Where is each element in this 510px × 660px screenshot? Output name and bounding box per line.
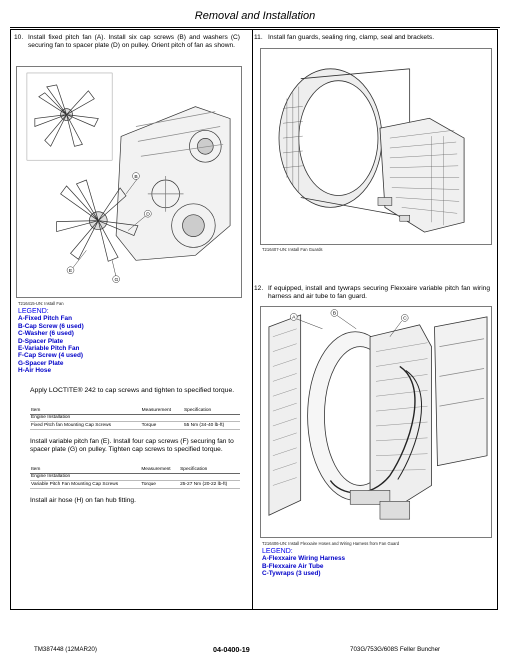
- legend-item: F-Cap Screw (4 used): [18, 352, 83, 360]
- legend-item: A-Fixed Pitch Fan: [18, 315, 72, 323]
- figure-flexxaire-hoses: [260, 306, 492, 538]
- table-header: Measurement: [141, 407, 183, 414]
- step-10-number: 10.: [14, 34, 24, 41]
- table-header: Item: [30, 407, 141, 414]
- step-10: [14, 34, 240, 50]
- step-11: [254, 34, 490, 42]
- footer-page-number: 04-0400-19: [213, 645, 250, 654]
- table-cell: 55 Nm (34-40 lb-ft): [183, 422, 240, 430]
- callout-a: A: [292, 315, 296, 321]
- figure-2-caption: T216407-UN: Install Fan Guards: [262, 247, 323, 252]
- table-header: Item: [30, 466, 140, 473]
- step-12-text: If equipped, install and tywraps securing Flexxaire variable pitch fan wiring harness and air tube to fan guard.: [268, 285, 490, 301]
- legend-item: C-Washer (6 used): [18, 330, 74, 338]
- legend-item: H-Air Hose: [18, 367, 52, 375]
- figure-1-caption: T216415-UN: Install Fan: [18, 301, 64, 306]
- loctite-note: Apply LOCTITE® 242 to cap screws and tighten to specified torque.: [30, 387, 235, 394]
- table-section: Engine Installation: [30, 414, 240, 422]
- legend-item: A-Flexxaire Wiring Harness: [262, 555, 346, 563]
- step-12-number: 12.: [254, 285, 264, 292]
- air-hose-instruction: Install air hose (H) on fan hub fitting.: [30, 497, 136, 504]
- inset-fixed-pitch-fan: [27, 73, 112, 160]
- table-header: Specification: [183, 407, 240, 414]
- flexxaire-illustration: [261, 307, 491, 537]
- legend-1-heading: LEGEND:: [18, 308, 49, 315]
- variable-pitch-instruction: Install variable pitch fan (E). Install four cap screws (F) securing fan to spacer plate (G) on pulley. Tighten cap screws to specified torque.: [30, 438, 234, 454]
- table-header: Specification: [179, 466, 240, 473]
- table-cell: Torque: [141, 422, 183, 430]
- footer-machine-model: 703G/753G/608S Feller Buncher: [350, 646, 441, 653]
- step-11-number: 11.: [254, 34, 263, 41]
- table-cell: Torque: [140, 481, 179, 489]
- callout-e: E: [68, 268, 73, 274]
- callout-c: C: [403, 316, 407, 322]
- legend-item: E-Variable Pitch Fan: [18, 345, 80, 353]
- step-11-text: Install fan guards, sealing ring, clamp, seal and brackets.: [268, 34, 435, 41]
- header-rule: [10, 27, 500, 28]
- footer-manual-id: TM387448 (12MAR20): [34, 646, 97, 653]
- legend-item: G-Spacer Plate: [18, 359, 64, 367]
- fan-guard-illustration: [261, 49, 491, 244]
- engine-block: [116, 107, 230, 261]
- callout-g: G: [114, 277, 119, 283]
- legend-item: B-Flexxaire Air Tube: [262, 562, 324, 570]
- legend-item: C-Tywraps (3 used): [262, 570, 321, 578]
- figure-install-fan: [16, 66, 242, 298]
- fan-guard-right: [380, 118, 464, 232]
- spec-table-variable-fan: [30, 466, 240, 489]
- legend-item: B-Cap Screw (6 used): [18, 322, 84, 330]
- table-cell: Fixed Pitch fan Mounting Cap Screws: [30, 422, 141, 430]
- fan-illustration: [17, 67, 241, 297]
- figure-install-fan-guards: [260, 48, 492, 245]
- fan-guard-mesh: [370, 325, 431, 505]
- radiator-core: [269, 315, 301, 515]
- column-divider: [252, 29, 253, 610]
- figure-3-caption: T216406-UN: Install Flexxaire Hoses and Wiring Harness from Fan Guard: [262, 541, 400, 546]
- legend-2-heading: LEGEND:: [262, 548, 293, 555]
- callout-d: D: [146, 212, 150, 218]
- callout-b: B: [134, 174, 138, 180]
- callout-b-fig3: B: [332, 311, 337, 317]
- legend-item: D-Spacer Plate: [18, 337, 64, 345]
- table-cell: Variable Pitch Fan Mounting Cap Screws: [30, 481, 140, 489]
- page-header-title: Removal and Installation: [194, 10, 316, 22]
- engine-side: [434, 317, 487, 466]
- table-section: Engine Installation: [30, 473, 240, 481]
- spec-table-fixed-fan: [30, 407, 240, 430]
- step-10-text: Install fixed pitch fan (A). Install six cap screws (B) and washers (C) securing fan to spacer plate (D) on pulley. Orient pitch of fan as shown.: [28, 34, 240, 50]
- legend-1: [18, 308, 84, 375]
- table-cell: 25-27 Nm (20-22 lb-ft): [179, 481, 240, 489]
- legend-2: [262, 548, 345, 578]
- table-header: Measurement: [140, 466, 179, 473]
- step-12: [254, 285, 490, 301]
